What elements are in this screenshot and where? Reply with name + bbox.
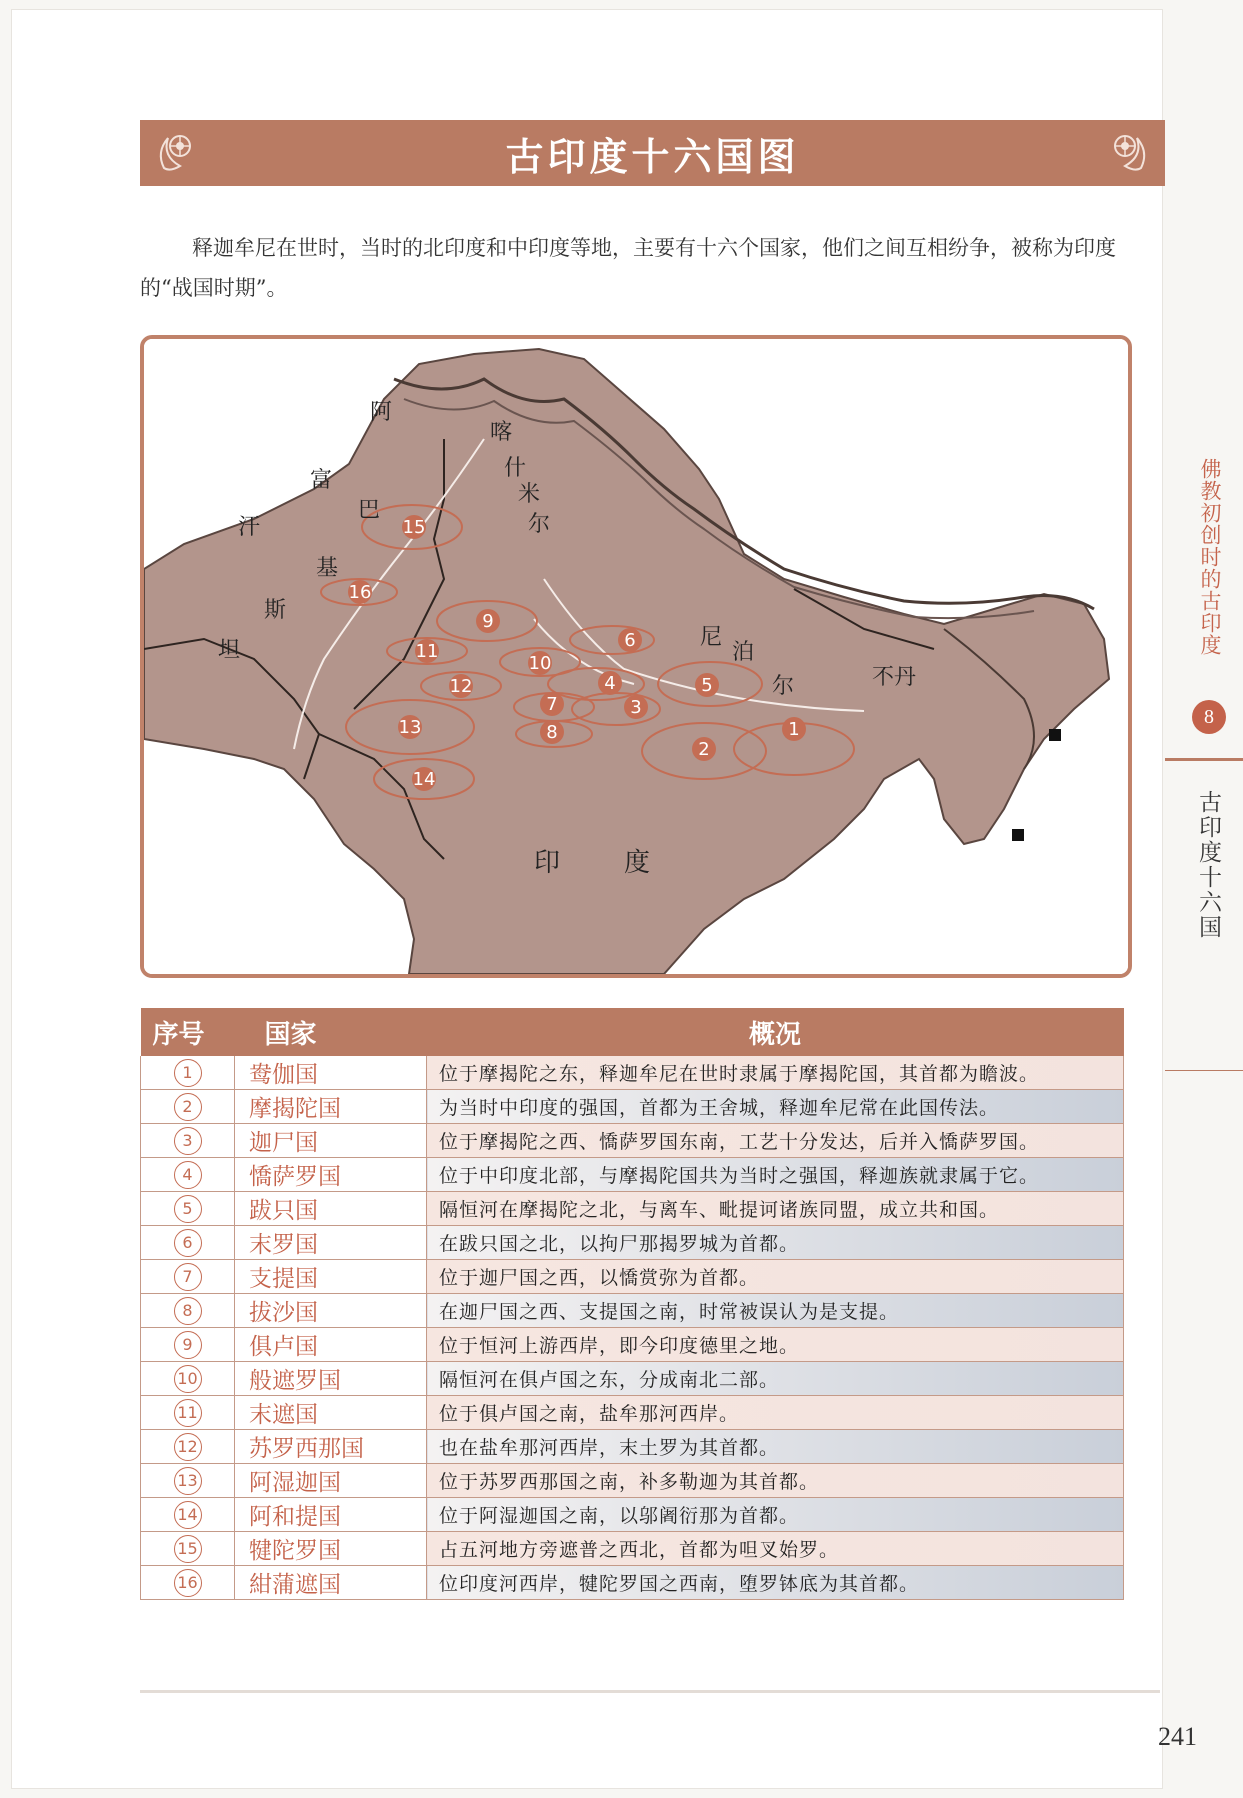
side-chapter-title: 佛教初创时的古印度 — [1198, 458, 1222, 656]
state-name: 鸯伽国 — [235, 1056, 427, 1090]
table-row — [141, 1124, 1124, 1158]
state-name: 犍陀罗国 — [235, 1532, 427, 1566]
table-row — [141, 1464, 1124, 1498]
side-section-title: 古印度十六国 — [1195, 790, 1221, 940]
map-label: 尔 — [528, 512, 551, 537]
column-header: 概况 — [427, 1008, 1124, 1056]
region-number: 6 — [624, 630, 636, 651]
map-frame — [140, 335, 1132, 978]
map-label: 什 — [504, 456, 527, 481]
state-name: 末罗国 — [235, 1226, 427, 1260]
region-number: 11 — [415, 641, 439, 662]
region-number: 15 — [402, 517, 426, 538]
region-number: 5 — [701, 675, 713, 696]
row-number-cell — [141, 1056, 235, 1090]
map-label: 尔 — [772, 674, 795, 699]
row-number-cell — [141, 1158, 235, 1192]
table-row — [141, 1396, 1124, 1430]
intro-paragraph: 释迦牟尼在世时，当时的北印度和中印度等地，主要有十六个国家，他们之间互相纷争，被称为印度的“战国时期”。 — [140, 236, 1116, 300]
row-number-cell — [141, 1362, 235, 1396]
row-number-cell — [141, 1090, 235, 1124]
state-description: 占五河地方旁遮普之西北，首都为呾叉始罗。 — [427, 1532, 1124, 1566]
page-number: 241 — [1158, 1722, 1197, 1751]
state-description: 隔恒河在俱卢国之东，分成南北二部。 — [427, 1362, 1124, 1396]
column-header: 国家 — [235, 1008, 427, 1056]
map-label: 度 — [624, 848, 651, 878]
map-label: 汗 — [238, 515, 261, 540]
row-number-cell — [141, 1328, 235, 1362]
ancient-india-map — [144, 339, 1128, 974]
state-description: 位于苏罗西那国之南，补多勒迦为其首都。 — [427, 1464, 1124, 1498]
title-banner — [140, 120, 1165, 186]
map-label: 不丹 — [872, 665, 917, 690]
region-number: 14 — [412, 769, 436, 790]
state-description: 位于迦尸国之西，以憍赏弥为首都。 — [427, 1260, 1124, 1294]
row-number: 4 — [174, 1161, 202, 1189]
conch-ornament-icon — [150, 122, 212, 184]
state-name: 末遮国 — [235, 1396, 427, 1430]
region-number: 8 — [546, 722, 558, 743]
state-description: 位于摩揭陀之西、憍萨罗国东南，工艺十分发达，后并入憍萨罗国。 — [427, 1124, 1124, 1158]
map-label: 印 — [534, 848, 561, 878]
region-number: 12 — [449, 676, 473, 697]
region-number: 13 — [398, 717, 422, 738]
map-label: 泊 — [732, 640, 755, 665]
table-row — [141, 1294, 1124, 1328]
chapter-number-badge: 8 — [1192, 700, 1226, 734]
state-name: 阿湿迦国 — [235, 1464, 427, 1498]
row-number: 7 — [174, 1263, 202, 1291]
map-label: 阿 — [370, 400, 393, 425]
table-row — [141, 1498, 1124, 1532]
table-row — [141, 1056, 1124, 1090]
table-row — [141, 1532, 1124, 1566]
row-number-cell — [141, 1226, 235, 1260]
row-number: 10 — [174, 1365, 202, 1393]
region-number: 1 — [788, 719, 800, 740]
row-number: 1 — [174, 1059, 202, 1087]
state-description: 隔恒河在摩揭陀之北，与离车、毗提诃诸族同盟，成立共和国。 — [427, 1192, 1124, 1226]
states-table — [140, 1008, 1124, 1600]
conch-ornament-icon — [1093, 122, 1155, 184]
state-description: 位于俱卢国之南，盐牟那河西岸。 — [427, 1396, 1124, 1430]
map-label: 富 — [310, 468, 333, 493]
map-label: 米 — [518, 482, 541, 507]
region-number: 7 — [546, 694, 558, 715]
row-number-cell — [141, 1532, 235, 1566]
table-row — [141, 1090, 1124, 1124]
map-label: 巴 — [358, 498, 381, 523]
row-number: 2 — [174, 1093, 202, 1121]
row-number: 5 — [174, 1195, 202, 1223]
region-number: 4 — [604, 673, 616, 694]
row-number: 11 — [174, 1399, 202, 1427]
map-label: 尼 — [700, 625, 723, 650]
state-description: 在跋只国之北，以拘尸那揭罗城为首都。 — [427, 1226, 1124, 1260]
state-name: 憍萨罗国 — [235, 1158, 427, 1192]
state-name: 俱卢国 — [235, 1328, 427, 1362]
side-divider — [1165, 1070, 1243, 1071]
region-number: 9 — [482, 611, 494, 632]
state-name: 摩揭陀国 — [235, 1090, 427, 1124]
state-description: 为当时中印度的强国，首都为王舍城，释迦牟尼常在此国传法。 — [427, 1090, 1124, 1124]
map-label: 基 — [316, 556, 339, 581]
table-row — [141, 1226, 1124, 1260]
region-number: 10 — [528, 653, 552, 674]
state-description: 位印度河西岸，犍陀罗国之西南，堕罗钵底为其首都。 — [427, 1566, 1124, 1600]
table-row — [141, 1192, 1124, 1226]
row-number-cell — [141, 1566, 235, 1600]
row-number: 13 — [174, 1467, 202, 1495]
row-number: 6 — [174, 1229, 202, 1257]
row-number-cell — [141, 1192, 235, 1226]
column-header: 序号 — [141, 1008, 235, 1056]
row-number-cell — [141, 1430, 235, 1464]
state-name: 苏罗西那国 — [235, 1430, 427, 1464]
state-name: 拔沙国 — [235, 1294, 427, 1328]
state-name: 迦尸国 — [235, 1124, 427, 1158]
region-number: 16 — [348, 582, 372, 603]
page-title: 古印度十六国图 — [505, 134, 800, 179]
table-row — [141, 1260, 1124, 1294]
row-number-cell — [141, 1124, 235, 1158]
state-description: 在迦尸国之西、支提国之南，时常被误认为是支提。 — [427, 1294, 1124, 1328]
region-number: 2 — [698, 739, 710, 760]
state-description: 位于摩揭陀之东，释迦牟尼在世时隶属于摩揭陀国，其首都为瞻波。 — [427, 1056, 1124, 1090]
state-name: 跋只国 — [235, 1192, 427, 1226]
table-row — [141, 1430, 1124, 1464]
state-name: 紺蒲遮国 — [235, 1566, 427, 1600]
row-number-cell — [141, 1260, 235, 1294]
row-number: 8 — [174, 1297, 202, 1325]
side-divider — [1165, 758, 1243, 761]
state-name: 般遮罗国 — [235, 1362, 427, 1396]
row-number: 9 — [174, 1331, 202, 1359]
row-number-cell — [141, 1396, 235, 1430]
row-number: 16 — [174, 1569, 202, 1597]
row-number: 15 — [174, 1535, 202, 1563]
row-number: 12 — [174, 1433, 202, 1461]
row-number-cell — [141, 1294, 235, 1328]
row-number-cell — [141, 1464, 235, 1498]
row-number: 3 — [174, 1127, 202, 1155]
row-number-cell — [141, 1498, 235, 1532]
state-description: 位于阿湿迦国之南，以邬阇衍那为首都。 — [427, 1498, 1124, 1532]
map-label: 喀 — [490, 420, 513, 445]
state-name: 支提国 — [235, 1260, 427, 1294]
table-row — [141, 1158, 1124, 1192]
table-row — [141, 1362, 1124, 1396]
map-label: 斯 — [264, 598, 287, 623]
state-description: 位于中印度北部，与摩揭陀国共为当时之强国，释迦族就隶属于它。 — [427, 1158, 1124, 1192]
state-description: 位于恒河上游西岸，即今印度德里之地。 — [427, 1328, 1124, 1362]
map-label: 坦 — [218, 638, 241, 663]
region-number: 3 — [630, 697, 642, 718]
state-name: 阿和提国 — [235, 1498, 427, 1532]
table-row — [141, 1566, 1124, 1600]
bottom-rule — [140, 1690, 1160, 1693]
table-row — [141, 1328, 1124, 1362]
state-description: 也在盐牟那河西岸，末土罗为其首都。 — [427, 1430, 1124, 1464]
row-number: 14 — [174, 1501, 202, 1529]
